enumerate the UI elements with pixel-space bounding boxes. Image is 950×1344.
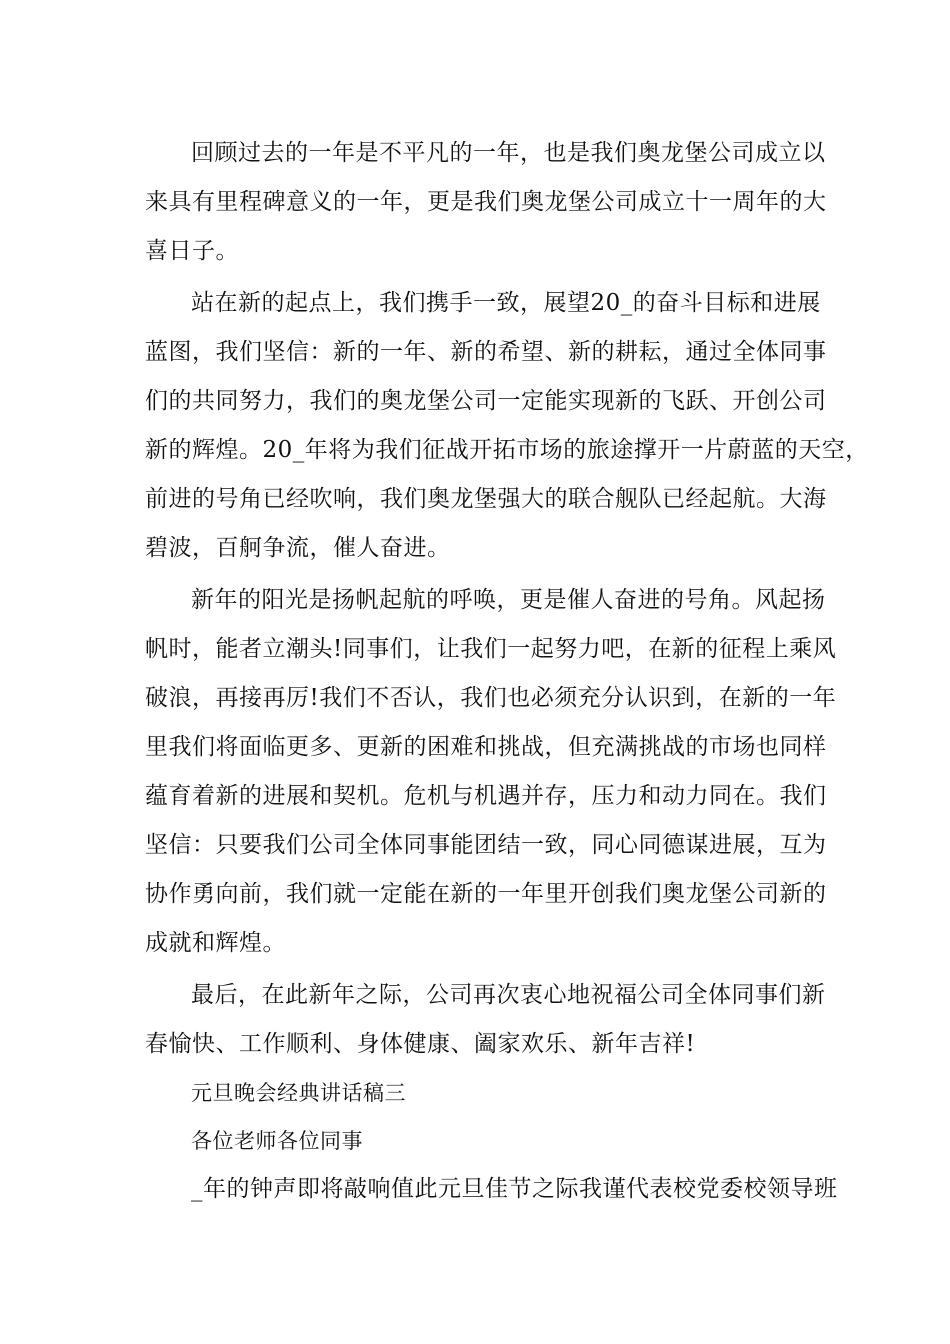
paragraph-line: 们的共同努力，我们的奥龙堡公司一定能实现新的飞跃、开创公司: [145, 388, 827, 414]
paragraph-line: 坚信：只要我们公司全体同事能团结一致，同心同德谋进展，互为: [145, 832, 827, 858]
paragraph-line: 最后，在此新年之际，公司再次衷心地祝福公司全体同事们新: [191, 982, 826, 1008]
paragraph-2: [145, 279, 869, 573]
paragraph-line: _年的钟声即将敲响值此元旦佳节之际我谨代表校党委校领导班: [191, 1176, 838, 1202]
salutation: 各位老师各位同事: [191, 1129, 363, 1153]
paragraph-line: 碧波，百舸争流，催人奋进。: [145, 535, 451, 561]
paragraph-5: [145, 1165, 838, 1214]
paragraph-line: 协作勇向前，我们就一定能在新的一年里开创我们奥龙堡公司新的: [145, 881, 827, 907]
paragraph-line: 新年的阳光是扬帆起航的呼唤，更是催人奋进的号角。风起扬: [191, 587, 826, 613]
paragraph-line: 破浪，再接再厉!我们不否认，我们也必须充分认识到，在新的一年: [145, 685, 837, 711]
section-heading: 元旦晚会经典讲话稿三: [191, 1081, 406, 1105]
paragraph-line: 来具有里程碑意义的一年，更是我们奥龙堡公司成立十一周年的大: [145, 189, 827, 215]
paragraph-line: 成就和辉煌。: [145, 930, 286, 956]
paragraph-line: 新的辉煌。20_年将为我们征战开拓市场的旅途撑开一片蔚蓝的天空，: [145, 437, 869, 463]
paragraph-line: 春愉快、工作顺利、身体健康、阖家欢乐、新年吉祥!: [145, 1031, 696, 1057]
heading-block: [145, 1069, 817, 1165]
paragraph-line: 里我们将面临更多、更新的困难和挑战，但充满挑战的市场也同样: [145, 734, 827, 760]
paragraph-line: 前进的号角已经吹响，我们奥龙堡强大的联合舰队已经起航。大海: [145, 486, 827, 512]
paragraph-line: 蓝图，我们坚信：新的一年、新的希望、新的耕耘，通过全体同事: [145, 339, 827, 365]
paragraph-line: 帆时，能者立潮头!同事们，让我们一起努力吧，在新的征程上乘风: [145, 636, 837, 662]
paragraph-line: 喜日子。: [145, 238, 239, 264]
paragraph-line: 站在新的起点上，我们携手一致，展望20_的奋斗目标和进展: [191, 290, 821, 316]
paragraph-3: [145, 576, 837, 968]
document-body: [145, 129, 869, 1214]
paragraph-1: [145, 129, 827, 276]
paragraph-line: 蕴育着新的进展和契机。危机与机遇并存，压力和动力同在。我们: [145, 783, 827, 809]
paragraph-4: [145, 971, 826, 1069]
paragraph-line: 回顾过去的一年是不平凡的一年，也是我们奥龙堡公司成立以: [191, 140, 826, 166]
